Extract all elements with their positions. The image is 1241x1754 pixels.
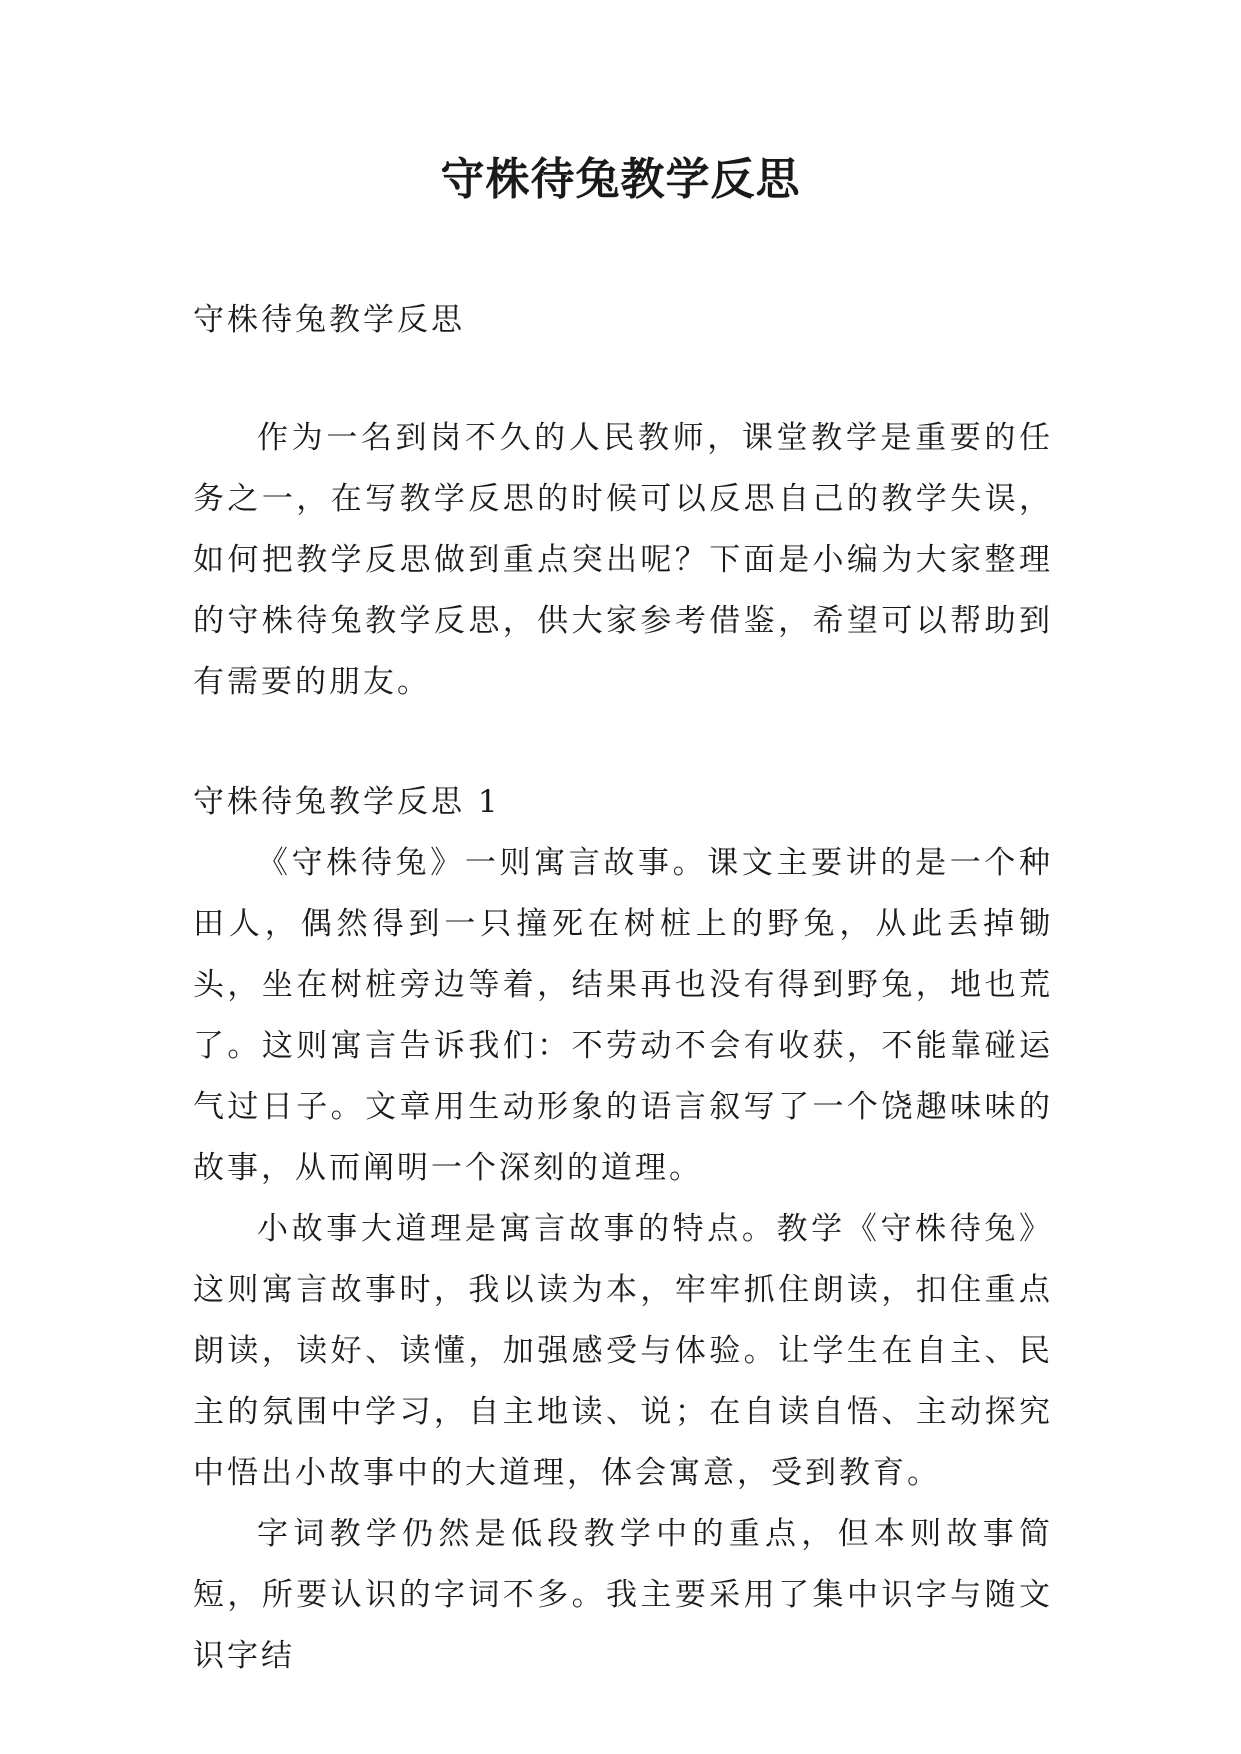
body-paragraph: 字词教学仍然是低段教学中的重点，但本则故事简短，所要认识的字词不多。我主要采用了集中识字与随文识字结 bbox=[193, 1516, 1053, 1674]
body-paragraph: 小故事大道理是寓言故事的特点。教学《守株待兔》这则寓言故事时，我以读为本，牢牢抓住朗读，扣住重点朗读，读好、读懂，加强感受与体验。让学生在自主、民主的氛围中学习，自主地读、说；在自读自悟、主动探究中悟出小故事中的大道理，体会寓意，受到教育。 bbox=[193, 1211, 1053, 1491]
body-paragraph: 《守株待兔》一则寓言故事。课文主要讲的是一个种田人，偶然得到一只撞死在树桩上的野兔，从此丢掉锄头，坐在树桩旁边等着，结果再也没有得到野兔，地也荒了。这则寓言告诉我们：不劳动不会有收获，不能靠碰运气过日子。文章用生动形象的语言叙写了一个饶趣味味的故事，从而阐明一个深刻的道理。 bbox=[193, 845, 1053, 1186]
section-heading: 守株待兔教学反思 1 bbox=[193, 784, 501, 820]
document-subtitle: 守株待兔教学反思 bbox=[193, 302, 465, 338]
intro-paragraph: 作为一名到岗不久的人民教师，课堂教学是重要的任务之一，在写教学反思的时候可以反思自己的教学失误，如何把教学反思做到重点突出呢？下面是小编为大家整理的守株待兔教学反思，供大家参考借鉴，希望可以帮助到有需要的朋友。 bbox=[193, 420, 1053, 700]
document-title: 守株待兔教学反思 bbox=[440, 154, 801, 205]
document-body bbox=[193, 290, 1053, 1687]
